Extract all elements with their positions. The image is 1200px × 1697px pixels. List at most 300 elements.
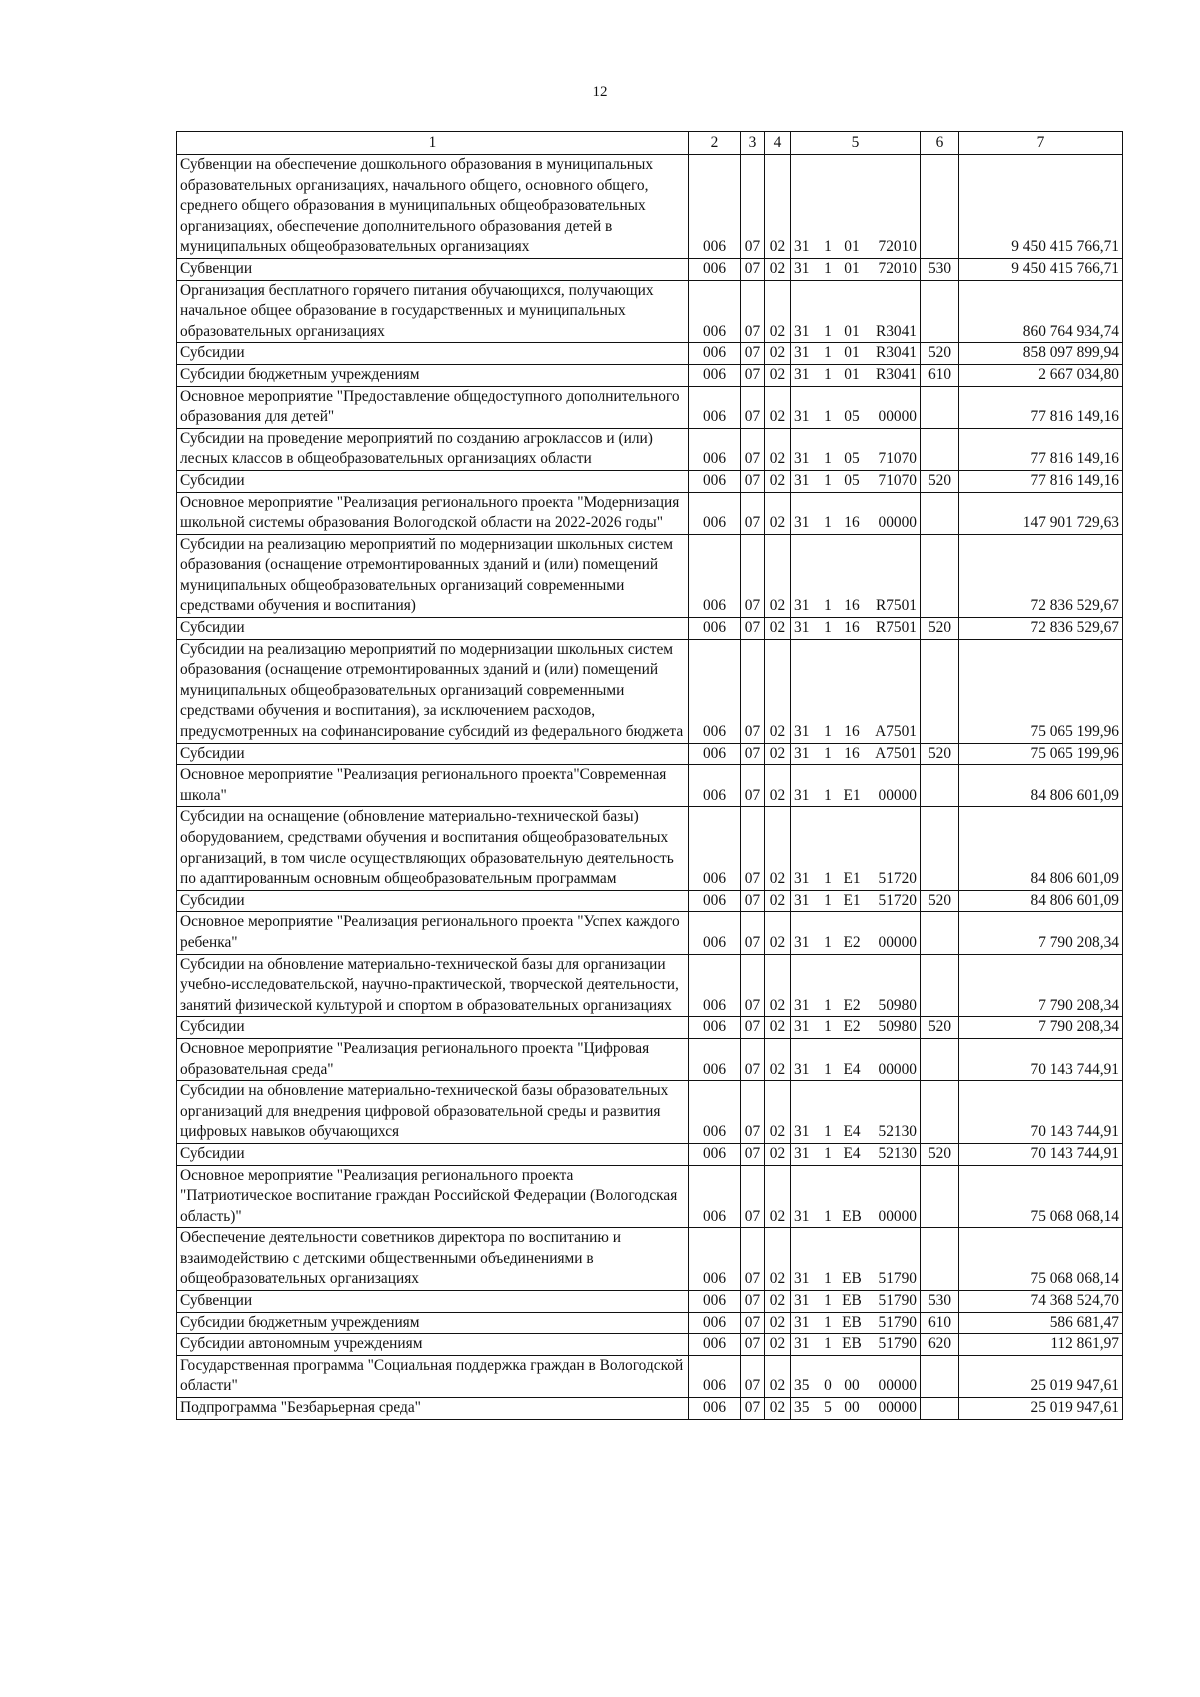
csr-event: 01 — [844, 322, 860, 340]
csr-program: 31 — [794, 1060, 810, 1078]
row-sum: 586 681,47 — [959, 1312, 1123, 1334]
csr-event: EB — [842, 1335, 862, 1353]
csr-program: 31 — [794, 322, 810, 340]
row-gr: 006 — [689, 534, 741, 617]
row-csr — [791, 890, 921, 912]
row-pr: 02 — [765, 1398, 791, 1420]
row-pr: 02 — [765, 492, 791, 534]
row-name: Основное мероприятие "Реализация регионального проекта"Современная школа" — [177, 765, 689, 807]
csr-subprogram: 1 — [824, 891, 832, 909]
column-header: 6 — [921, 132, 959, 155]
row-csr — [791, 954, 921, 1017]
row-gr: 006 — [689, 1312, 741, 1334]
row-rz: 07 — [741, 807, 765, 890]
csr-subprogram: 0 — [824, 1377, 832, 1395]
row-csr — [791, 155, 921, 259]
row-sum: 77 816 149,16 — [959, 386, 1123, 428]
csr-program: 31 — [794, 238, 810, 256]
row-vr — [921, 912, 959, 954]
row-csr — [791, 258, 921, 280]
csr-program: 31 — [794, 933, 810, 951]
csr-direction: R3041 — [875, 365, 917, 383]
row-rz: 07 — [741, 1291, 765, 1313]
row-sum: 860 764 934,74 — [959, 280, 1123, 343]
table-row — [177, 534, 1123, 617]
row-sum: 9 450 415 766,71 — [959, 155, 1123, 259]
csr-program: 31 — [794, 1144, 810, 1162]
column-header: 1 — [177, 132, 689, 155]
row-gr: 006 — [689, 470, 741, 492]
row-name: Субсидии — [177, 743, 689, 765]
row-name: Основное мероприятие "Предоставление общедоступного дополнительного образования для детей" — [177, 386, 689, 428]
row-vr — [921, 155, 959, 259]
row-rz: 07 — [741, 1165, 765, 1228]
row-name: Субсидии на проведение мероприятий по созданию агроклассов и (или) лесных классов в общеобразовательных организациях области — [177, 428, 689, 470]
csr-direction: 50980 — [878, 1018, 917, 1036]
csr-event: EB — [842, 1313, 862, 1331]
row-pr: 02 — [765, 765, 791, 807]
row-csr — [791, 618, 921, 640]
csr-subprogram: 1 — [824, 1123, 832, 1141]
row-rz: 07 — [741, 765, 765, 807]
row-csr — [791, 1081, 921, 1144]
row-pr: 02 — [765, 639, 791, 743]
row-name: Субсидии бюджетным учреждениям — [177, 364, 689, 386]
row-rz: 07 — [741, 428, 765, 470]
row-rz: 07 — [741, 743, 765, 765]
table-row — [177, 1038, 1123, 1080]
row-csr — [791, 1228, 921, 1291]
csr-direction: 51720 — [878, 870, 917, 888]
csr-subprogram: 1 — [824, 322, 832, 340]
table-row — [177, 364, 1123, 386]
csr-direction: 00000 — [878, 933, 917, 951]
csr-direction: 00000 — [878, 1060, 917, 1078]
csr-event: 01 — [844, 238, 860, 256]
table-row — [177, 1312, 1123, 1334]
csr-event: 16 — [844, 723, 860, 741]
row-name: Субсидии автономным учреждениям — [177, 1334, 689, 1356]
row-gr: 006 — [689, 428, 741, 470]
row-vr — [921, 1355, 959, 1397]
csr-program: 35 — [794, 1399, 810, 1417]
column-header: 5 — [791, 132, 921, 155]
row-name: Субсидии — [177, 1017, 689, 1039]
row-csr — [791, 1398, 921, 1420]
csr-direction: 52130 — [878, 1123, 917, 1141]
row-vr — [921, 765, 959, 807]
row-pr: 02 — [765, 364, 791, 386]
row-vr — [921, 428, 959, 470]
table-row — [177, 258, 1123, 280]
row-pr: 02 — [765, 1312, 791, 1334]
table-body — [177, 155, 1123, 1420]
csr-event: 16 — [844, 514, 860, 532]
row-vr: 520 — [921, 890, 959, 912]
csr-direction: A7501 — [875, 744, 917, 762]
csr-direction: R7501 — [875, 619, 917, 637]
table-row — [177, 1291, 1123, 1313]
row-name: Субсидии — [177, 343, 689, 365]
row-gr: 006 — [689, 364, 741, 386]
row-sum: 2 667 034,80 — [959, 364, 1123, 386]
csr-subprogram: 1 — [824, 365, 832, 383]
row-pr: 02 — [765, 1165, 791, 1228]
row-sum: 7 790 208,34 — [959, 954, 1123, 1017]
row-name: Основное мероприятие "Реализация регионального проекта "Успех каждого ребенка" — [177, 912, 689, 954]
row-pr: 02 — [765, 534, 791, 617]
row-name: Субсидии на реализацию мероприятий по модернизации школьных систем образования (оснащение отремонтированных зданий и (или) помещений муниципальных общеобразовательных организаций современными средствами обучения и воспитания) — [177, 534, 689, 617]
row-sum: 25 019 947,61 — [959, 1355, 1123, 1397]
csr-subprogram: 1 — [824, 1144, 832, 1162]
row-name: Субвенции — [177, 258, 689, 280]
row-rz: 07 — [741, 1143, 765, 1165]
table-row — [177, 1334, 1123, 1356]
table-row — [177, 912, 1123, 954]
csr-program: 35 — [794, 1377, 810, 1395]
csr-direction: 00000 — [878, 1377, 917, 1395]
row-rz: 07 — [741, 1398, 765, 1420]
table-row — [177, 1228, 1123, 1291]
row-rz: 07 — [741, 492, 765, 534]
csr-subprogram: 1 — [824, 450, 832, 468]
row-sum: 74 368 524,70 — [959, 1291, 1123, 1313]
csr-subprogram: 1 — [824, 786, 832, 804]
row-vr — [921, 1228, 959, 1291]
row-gr: 006 — [689, 1017, 741, 1039]
csr-direction: A7501 — [875, 723, 917, 741]
row-csr — [791, 1017, 921, 1039]
csr-program: 31 — [794, 1335, 810, 1353]
row-gr: 006 — [689, 954, 741, 1017]
row-gr: 006 — [689, 1038, 741, 1080]
row-name: Государственная программа "Социальная поддержка граждан в Вологодской области" — [177, 1355, 689, 1397]
row-gr: 006 — [689, 1143, 741, 1165]
csr-direction: R7501 — [875, 597, 917, 615]
row-name: Субсидии на обновление материально-технической базы для организации учебно-исследовательской, научно-практической, творческой деятельности, занятий физической культурой и спортом в образовательных организациях — [177, 954, 689, 1017]
row-sum: 77 816 149,16 — [959, 428, 1123, 470]
row-pr: 02 — [765, 1291, 791, 1313]
row-vr — [921, 1398, 959, 1420]
row-vr — [921, 386, 959, 428]
csr-program: 31 — [794, 723, 810, 741]
row-csr — [791, 280, 921, 343]
row-pr: 02 — [765, 1334, 791, 1356]
csr-program: 31 — [794, 996, 810, 1014]
csr-subprogram: 1 — [824, 1335, 832, 1353]
row-gr: 006 — [689, 639, 741, 743]
row-pr: 02 — [765, 1228, 791, 1291]
row-name: Субсидии — [177, 470, 689, 492]
row-sum: 25 019 947,61 — [959, 1398, 1123, 1420]
row-rz: 07 — [741, 280, 765, 343]
csr-program: 31 — [794, 365, 810, 383]
row-csr — [791, 765, 921, 807]
csr-event: E2 — [843, 933, 861, 951]
csr-subprogram: 1 — [824, 1207, 832, 1225]
csr-event: E1 — [843, 891, 861, 909]
row-name: Субсидии — [177, 890, 689, 912]
row-csr — [791, 1038, 921, 1080]
csr-subprogram: 1 — [824, 344, 832, 362]
table-row — [177, 639, 1123, 743]
row-csr — [791, 1143, 921, 1165]
csr-program: 31 — [794, 408, 810, 426]
table-row — [177, 1165, 1123, 1228]
table-row — [177, 343, 1123, 365]
csr-direction: R3041 — [875, 322, 917, 340]
header-row — [177, 132, 1123, 155]
table-row — [177, 954, 1123, 1017]
csr-program: 31 — [794, 597, 810, 615]
column-header: 3 — [741, 132, 765, 155]
row-rz: 07 — [741, 364, 765, 386]
row-pr: 02 — [765, 618, 791, 640]
row-pr: 02 — [765, 428, 791, 470]
csr-direction: 51790 — [878, 1292, 917, 1310]
row-pr: 02 — [765, 258, 791, 280]
csr-program: 31 — [794, 450, 810, 468]
row-sum: 72 836 529,67 — [959, 618, 1123, 640]
row-csr — [791, 1165, 921, 1228]
row-rz: 07 — [741, 639, 765, 743]
csr-event: 01 — [844, 259, 860, 277]
row-rz: 07 — [741, 618, 765, 640]
row-name: Субсидии — [177, 618, 689, 640]
row-sum: 147 901 729,63 — [959, 492, 1123, 534]
row-csr — [791, 534, 921, 617]
csr-program: 31 — [794, 1018, 810, 1036]
csr-direction: 71070 — [878, 471, 917, 489]
csr-event: E1 — [843, 786, 861, 804]
row-csr — [791, 470, 921, 492]
row-pr: 02 — [765, 280, 791, 343]
csr-direction: 72010 — [878, 238, 917, 256]
table-row — [177, 155, 1123, 259]
row-csr — [791, 492, 921, 534]
row-csr — [791, 386, 921, 428]
row-name: Субсидии на обновление материально-технической базы образовательных организаций для внедрения цифровой образовательной среды и развития цифровых навыков обучающихся — [177, 1081, 689, 1144]
csr-program: 31 — [794, 1270, 810, 1288]
row-csr — [791, 1312, 921, 1334]
row-rz: 07 — [741, 343, 765, 365]
csr-event: 01 — [844, 344, 860, 362]
row-rz: 07 — [741, 1228, 765, 1291]
row-rz: 07 — [741, 912, 765, 954]
csr-event: E4 — [843, 1060, 861, 1078]
csr-subprogram: 1 — [824, 933, 832, 951]
csr-event: E4 — [843, 1123, 861, 1141]
row-name: Основное мероприятие "Реализация регионального проекта "Цифровая образовательная среда" — [177, 1038, 689, 1080]
row-sum: 75 065 199,96 — [959, 743, 1123, 765]
csr-event: E2 — [843, 996, 861, 1014]
csr-subprogram: 1 — [824, 597, 832, 615]
csr-event: EB — [842, 1292, 862, 1310]
csr-subprogram: 1 — [824, 1313, 832, 1331]
csr-subprogram: 1 — [824, 259, 832, 277]
row-rz: 07 — [741, 534, 765, 617]
row-gr: 006 — [689, 890, 741, 912]
row-gr: 006 — [689, 807, 741, 890]
row-vr — [921, 1038, 959, 1080]
row-sum: 84 806 601,09 — [959, 890, 1123, 912]
row-rz: 07 — [741, 1312, 765, 1334]
row-csr — [791, 912, 921, 954]
row-vr — [921, 280, 959, 343]
table-row — [177, 807, 1123, 890]
row-pr: 02 — [765, 470, 791, 492]
row-gr: 006 — [689, 492, 741, 534]
table-row — [177, 280, 1123, 343]
row-pr: 02 — [765, 343, 791, 365]
row-rz: 07 — [741, 1081, 765, 1144]
row-vr — [921, 534, 959, 617]
column-header: 2 — [689, 132, 741, 155]
csr-program: 31 — [794, 259, 810, 277]
csr-direction: 00000 — [878, 1207, 917, 1225]
csr-event: 05 — [844, 408, 860, 426]
row-csr — [791, 1334, 921, 1356]
row-csr — [791, 343, 921, 365]
table-row — [177, 618, 1123, 640]
row-rz: 07 — [741, 1334, 765, 1356]
table-row — [177, 890, 1123, 912]
row-csr — [791, 428, 921, 470]
row-name: Субсидии на оснащение (обновление материально-технической базы) оборудованием, средствами обучения и воспитания общеобразовательных организаций, в том числе осуществляющих образовательную деятельность по адаптированным основным общеобразовательным программам — [177, 807, 689, 890]
csr-event: 00 — [844, 1399, 860, 1417]
csr-program: 31 — [794, 619, 810, 637]
csr-program: 31 — [794, 870, 810, 888]
csr-event: 16 — [844, 597, 860, 615]
row-vr: 520 — [921, 618, 959, 640]
row-vr: 520 — [921, 1143, 959, 1165]
csr-program: 31 — [794, 891, 810, 909]
row-gr: 006 — [689, 1334, 741, 1356]
csr-subprogram: 1 — [824, 744, 832, 762]
csr-event: 01 — [844, 365, 860, 383]
row-rz: 07 — [741, 1038, 765, 1080]
row-rz: 07 — [741, 258, 765, 280]
row-gr: 006 — [689, 743, 741, 765]
row-sum: 77 816 149,16 — [959, 470, 1123, 492]
row-csr — [791, 1355, 921, 1397]
row-pr: 02 — [765, 1017, 791, 1039]
table-row — [177, 470, 1123, 492]
csr-program: 31 — [794, 344, 810, 362]
row-name: Подпрограмма "Безбарьерная среда" — [177, 1398, 689, 1420]
table-row — [177, 765, 1123, 807]
row-pr: 02 — [765, 807, 791, 890]
csr-subprogram: 1 — [824, 619, 832, 637]
row-sum: 70 143 744,91 — [959, 1143, 1123, 1165]
row-csr — [791, 743, 921, 765]
row-gr: 006 — [689, 1398, 741, 1420]
row-name: Обеспечение деятельности советников директора по воспитанию и взаимодействию с детскими общественными объединениями в общеобразовательных организациях — [177, 1228, 689, 1291]
row-gr: 006 — [689, 765, 741, 807]
csr-program: 31 — [794, 1207, 810, 1225]
row-sum: 9 450 415 766,71 — [959, 258, 1123, 280]
csr-subprogram: 1 — [824, 1270, 832, 1288]
row-sum: 84 806 601,09 — [959, 765, 1123, 807]
row-name: Субсидии — [177, 1143, 689, 1165]
table-row — [177, 1017, 1123, 1039]
csr-subprogram: 5 — [824, 1399, 832, 1417]
csr-subprogram: 1 — [824, 514, 832, 532]
row-rz: 07 — [741, 470, 765, 492]
csr-direction: 51720 — [878, 891, 917, 909]
csr-subprogram: 1 — [824, 1018, 832, 1036]
csr-event: 05 — [844, 450, 860, 468]
row-pr: 02 — [765, 912, 791, 954]
table-row — [177, 743, 1123, 765]
table-row — [177, 1398, 1123, 1420]
budget-table — [176, 131, 1123, 1420]
csr-direction: 00000 — [878, 786, 917, 804]
row-name: Субсидии на реализацию мероприятий по модернизации школьных систем образования (оснащение отремонтированных зданий и (или) помещений муниципальных общеобразовательных организаций современными средствами обучения и воспитания), за исключением расходов, предусмотренных на софинансирование субсидий из федерального бюджета — [177, 639, 689, 743]
table-row — [177, 1355, 1123, 1397]
page-number: 12 — [592, 84, 608, 100]
row-rz: 07 — [741, 1355, 765, 1397]
table-row — [177, 386, 1123, 428]
csr-subprogram: 1 — [824, 1060, 832, 1078]
row-pr: 02 — [765, 155, 791, 259]
row-gr: 006 — [689, 912, 741, 954]
csr-event: E1 — [843, 870, 861, 888]
csr-subprogram: 1 — [824, 408, 832, 426]
row-sum: 75 065 199,96 — [959, 639, 1123, 743]
table-row — [177, 1143, 1123, 1165]
row-csr — [791, 1291, 921, 1313]
csr-direction: 71070 — [878, 450, 917, 468]
row-rz: 07 — [741, 954, 765, 1017]
csr-event: E4 — [843, 1144, 861, 1162]
table-row — [177, 428, 1123, 470]
csr-direction: 51790 — [878, 1313, 917, 1331]
row-csr — [791, 639, 921, 743]
csr-direction: 51790 — [878, 1335, 917, 1353]
csr-event: E2 — [843, 1018, 861, 1036]
row-name: Субвенции на обеспечение дошкольного образования в муниципальных образовательных организациях, начального общего, основного общего, среднего общего образования в муниципальных общеобразовательных организациях, обеспечение дополнительного образования детей в муниципальных общеобразовательных организациях — [177, 155, 689, 259]
row-csr — [791, 807, 921, 890]
csr-direction: 00000 — [878, 514, 917, 532]
row-vr — [921, 807, 959, 890]
csr-subprogram: 1 — [824, 238, 832, 256]
row-vr: 530 — [921, 1291, 959, 1313]
row-gr: 006 — [689, 618, 741, 640]
csr-program: 31 — [794, 471, 810, 489]
row-gr: 006 — [689, 343, 741, 365]
csr-program: 31 — [794, 744, 810, 762]
csr-subprogram: 1 — [824, 870, 832, 888]
row-pr: 02 — [765, 954, 791, 1017]
row-vr: 520 — [921, 743, 959, 765]
csr-direction: 72010 — [878, 259, 917, 277]
row-name: Субсидии бюджетным учреждениям — [177, 1312, 689, 1334]
row-sum: 70 143 744,91 — [959, 1038, 1123, 1080]
row-name: Основное мероприятие "Реализация регионального проекта "Патриотическое воспитание граждан Российской Федерации (Вологодская область)" — [177, 1165, 689, 1228]
row-gr: 006 — [689, 1228, 741, 1291]
csr-direction: 52130 — [878, 1144, 917, 1162]
row-vr: 610 — [921, 364, 959, 386]
csr-event: EB — [842, 1207, 862, 1225]
row-sum: 75 068 068,14 — [959, 1228, 1123, 1291]
row-rz: 07 — [741, 386, 765, 428]
csr-direction: 00000 — [878, 408, 917, 426]
row-pr: 02 — [765, 386, 791, 428]
csr-direction: 50980 — [878, 996, 917, 1014]
row-gr: 006 — [689, 386, 741, 428]
row-gr: 006 — [689, 280, 741, 343]
